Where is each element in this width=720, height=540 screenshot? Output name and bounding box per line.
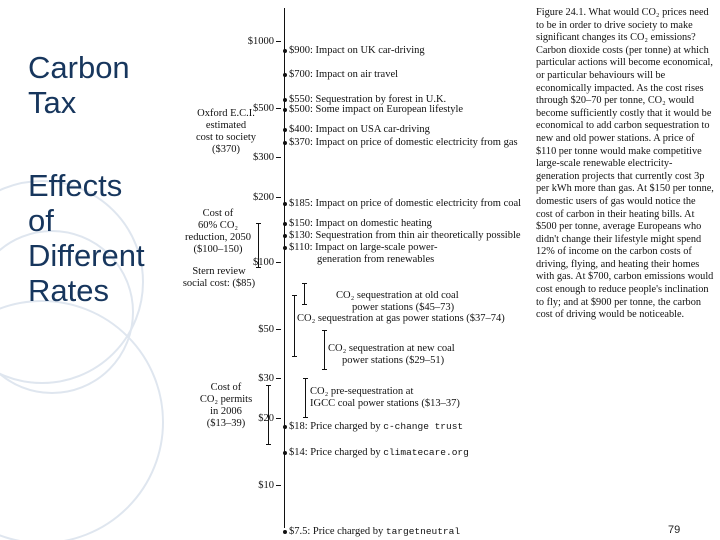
price-note: CO₂ sequestration at gas power stations ($37–74): [297, 313, 505, 324]
offset-provider-name: targetneutral: [385, 526, 461, 537]
price-note: $900: Impact on UK car-driving: [283, 45, 425, 57]
axis-tick: $200: [231, 192, 281, 203]
slide-subtitle: Effects of Different Rates: [28, 168, 145, 308]
price-note: $110: Impact on large-scale power-: [283, 242, 437, 254]
price-note: generation from renewables: [317, 254, 435, 265]
offset-provider-name: climatecare.org: [383, 447, 469, 458]
axis-tick: $1000: [231, 36, 281, 47]
price-note: CO₂ sequestration at new coal: [328, 343, 455, 354]
price-note: $400: Impact on USA car-driving: [283, 124, 430, 136]
figure-caption: Figure 24.1. What would CO₂ prices need to be in order to drive society to make significant changes its CO₂ emissions? Carbon dioxide costs (per tonne) at which particular actions will become economical, or particular behaviours will be economically impacted. As the cost rises through $20–70 per tonne, CO₂ would become sufficiently costly that it would be economical to add carbon sequestration to new and old power stations. A price of $110 per tonne would make competitive large-scale renewable electricity-generation projects that currently cost 3p per kWh more than gas. At $150 per tonne, domestic users of gas would notice the cost of carbon in their heating bills. At $500 per tonne, average Europeans who didn't change their lifestyle might spend 12% of income on the carbon costs of driving, flying, and heating their homes with gas. At $700, carbon emissions would cost enough to reduce people's inclination to fly; and at $900 per tonne, the carbon cost of driving would be noticeable.: [536, 7, 714, 321]
range-bracket: [304, 283, 305, 305]
axis-tick: $500: [231, 103, 281, 114]
side-label-oxford: Oxford E.C.I. estimated cost to society ($370): [195, 108, 257, 155]
range-bracket: [268, 385, 269, 445]
price-note: power stations ($45–73): [352, 302, 455, 313]
axis-tick: $50: [231, 324, 281, 335]
axis-tick: $100: [231, 257, 281, 268]
price-note: $150: Impact on domestic heating: [283, 218, 432, 230]
offset-provider-name: c-change trust: [383, 421, 464, 432]
range-bracket: [294, 295, 295, 357]
price-note: $370: Impact on price of domestic electricity from gas: [283, 137, 518, 149]
slide-title: Carbon Tax: [28, 50, 130, 120]
price-note: IGCC coal power stations ($13–37): [310, 398, 460, 409]
price-note: $185: Impact on price of domestic electricity from coal: [283, 198, 521, 210]
price-note: $18: Price charged by c-change trust: [283, 421, 463, 433]
range-bracket: [324, 330, 325, 370]
range-bracket: [258, 223, 259, 268]
axis-tick: $300: [231, 152, 281, 163]
price-note: $500: Some impact on European lifestyle: [283, 104, 463, 116]
side-label-stern: Stern review social cost: ($85): [182, 266, 256, 289]
price-note: $14: Price charged by climatecare.org: [283, 447, 469, 459]
price-note: $130: Sequestration from thin air theoretically possible: [283, 230, 521, 242]
price-note: $7.5: Price charged by targetneutral: [283, 526, 460, 538]
price-note: $700: Impact on air travel: [283, 69, 398, 81]
price-note: CO₂ sequestration at old coal: [336, 290, 459, 301]
axis-tick: $10: [231, 480, 281, 491]
price-note: $550: Sequestration by forest in U.K.: [283, 94, 446, 106]
price-note: power stations ($29–51): [342, 355, 445, 366]
price-note: CO₂ pre-sequestration at: [310, 386, 414, 397]
carbon-price-figure: [176, 0, 720, 540]
side-label-cost60: Cost of 60% CO₂ reduction, 2050 ($100–150): [185, 208, 251, 255]
axis-tick: $20: [231, 413, 281, 424]
range-bracket: [305, 378, 306, 418]
side-label-permits: Cost of CO₂ permits in 2006 ($13–39): [199, 382, 253, 429]
page-number: 79: [668, 524, 681, 536]
axis-tick: $30: [231, 373, 281, 384]
